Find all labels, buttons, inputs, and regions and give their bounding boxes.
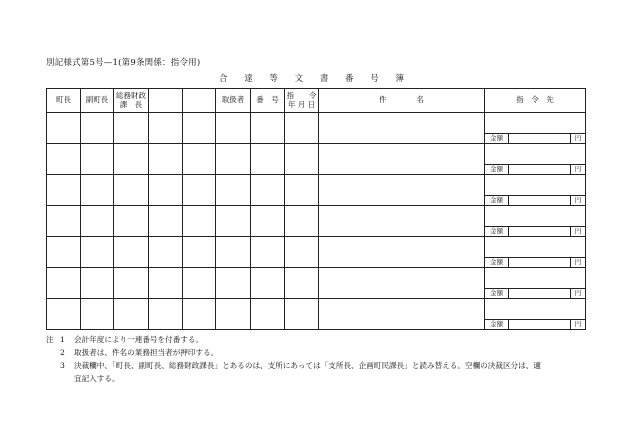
cell-subject[interactable] bbox=[319, 113, 485, 144]
cell-recipient[interactable] bbox=[485, 113, 586, 144]
cell-order-date[interactable] bbox=[285, 113, 319, 144]
amount-label: 金額 bbox=[485, 289, 509, 298]
amount-value[interactable] bbox=[509, 289, 570, 298]
cell-number[interactable] bbox=[251, 113, 285, 144]
cell-blank-1[interactable] bbox=[149, 144, 183, 175]
cell-recipient[interactable] bbox=[485, 175, 586, 206]
header-subject: 件 名 bbox=[319, 89, 485, 113]
note-1 bbox=[46, 333, 591, 346]
cell-number[interactable] bbox=[251, 175, 285, 206]
cell-subject[interactable] bbox=[319, 206, 485, 237]
notes bbox=[46, 333, 591, 385]
amount-label: 金額 bbox=[485, 227, 509, 236]
header-number: 番 号 bbox=[251, 89, 285, 113]
cell-blank-2[interactable] bbox=[183, 206, 216, 237]
amount-value[interactable] bbox=[509, 134, 570, 143]
cell-blank-1[interactable] bbox=[149, 237, 183, 268]
table-row bbox=[47, 175, 586, 206]
amount-label: 金額 bbox=[485, 320, 509, 329]
yen-label: 円 bbox=[570, 196, 585, 205]
note-3 bbox=[46, 359, 591, 372]
cell-deputy-mayor[interactable] bbox=[81, 268, 114, 299]
cell-blank-1[interactable] bbox=[149, 268, 183, 299]
note-2 bbox=[46, 346, 591, 359]
cell-subject[interactable] bbox=[319, 268, 485, 299]
cell-recipient[interactable] bbox=[485, 237, 586, 268]
amount-line bbox=[485, 226, 585, 236]
cell-deputy-mayor[interactable] bbox=[81, 144, 114, 175]
cell-subject[interactable] bbox=[319, 144, 485, 175]
cell-mayor[interactable] bbox=[47, 144, 81, 175]
cell-mayor[interactable] bbox=[47, 113, 81, 144]
amount-label: 金額 bbox=[485, 258, 509, 267]
cell-deputy-mayor[interactable] bbox=[81, 299, 114, 330]
cell-recipient[interactable] bbox=[485, 299, 586, 330]
header-order-date-line2: 年 月 日 bbox=[287, 99, 316, 109]
cell-order-date[interactable] bbox=[285, 237, 319, 268]
cell-mayor[interactable] bbox=[47, 175, 81, 206]
cell-handler[interactable] bbox=[216, 144, 251, 175]
cell-blank-1[interactable] bbox=[149, 175, 183, 206]
cell-number[interactable] bbox=[251, 206, 285, 237]
cell-mayor[interactable] bbox=[47, 206, 81, 237]
cell-finance-chief[interactable] bbox=[114, 299, 149, 330]
note-number: 1 bbox=[60, 335, 65, 344]
cell-order-date[interactable] bbox=[285, 144, 319, 175]
yen-label: 円 bbox=[570, 289, 585, 298]
amount-value[interactable] bbox=[509, 165, 570, 174]
cell-mayor[interactable] bbox=[47, 268, 81, 299]
note-number: 2 bbox=[60, 348, 65, 357]
amount-line bbox=[485, 164, 585, 174]
cell-recipient[interactable] bbox=[485, 268, 586, 299]
cell-finance-chief[interactable] bbox=[114, 268, 149, 299]
cell-blank-2[interactable] bbox=[183, 268, 216, 299]
yen-label: 円 bbox=[570, 320, 585, 329]
cell-order-date[interactable] bbox=[285, 175, 319, 206]
yen-label: 円 bbox=[570, 134, 585, 143]
note-text: 宜記入する。 bbox=[74, 374, 120, 383]
note-3-continuation bbox=[46, 372, 591, 385]
cell-recipient[interactable] bbox=[485, 144, 586, 175]
cell-number[interactable] bbox=[251, 299, 285, 330]
cell-subject[interactable] bbox=[319, 237, 485, 268]
cell-subject[interactable] bbox=[319, 175, 485, 206]
header-blank-2 bbox=[183, 89, 216, 113]
cell-finance-chief[interactable] bbox=[114, 206, 149, 237]
cell-number[interactable] bbox=[251, 237, 285, 268]
cell-blank-2[interactable] bbox=[183, 237, 216, 268]
cell-blank-1[interactable] bbox=[149, 299, 183, 330]
cell-handler[interactable] bbox=[216, 237, 251, 268]
note-text: 決裁欄中、「町長、副町長、総務財政課長」とあるのは、支所にあっては「支所長、企画町民課長」と読み替える。空欄の決裁区分は、適 bbox=[74, 361, 541, 370]
cell-mayor[interactable] bbox=[47, 237, 81, 268]
amount-line bbox=[485, 319, 585, 329]
cell-handler[interactable] bbox=[216, 175, 251, 206]
header-finance-chief-line2: 課 長 bbox=[119, 99, 143, 109]
header-handler: 取扱者 bbox=[216, 89, 251, 113]
table-row bbox=[47, 299, 586, 330]
cell-blank-2[interactable] bbox=[183, 144, 216, 175]
header-row bbox=[47, 89, 586, 113]
header-finance-chief bbox=[114, 89, 149, 113]
cell-order-date[interactable] bbox=[285, 268, 319, 299]
yen-label: 円 bbox=[570, 227, 585, 236]
cell-deputy-mayor[interactable] bbox=[81, 206, 114, 237]
cell-order-date[interactable] bbox=[285, 299, 319, 330]
cell-finance-chief[interactable] bbox=[114, 237, 149, 268]
header-order-date-line1: 指 令 bbox=[286, 90, 317, 100]
page-title: 合 達 等 文 書 番 号 簿 bbox=[219, 74, 411, 84]
table-row bbox=[47, 206, 586, 237]
cell-recipient[interactable] bbox=[485, 206, 586, 237]
amount-value[interactable] bbox=[509, 320, 570, 329]
note-text: 取扱者は、件名の業務担当者が押印する。 bbox=[74, 348, 219, 357]
cell-order-date[interactable] bbox=[285, 206, 319, 237]
cell-subject[interactable] bbox=[319, 299, 485, 330]
cell-handler[interactable] bbox=[216, 206, 251, 237]
cell-blank-1[interactable] bbox=[149, 206, 183, 237]
cell-mayor[interactable] bbox=[47, 299, 81, 330]
cell-number[interactable] bbox=[251, 268, 285, 299]
cell-finance-chief[interactable] bbox=[114, 144, 149, 175]
amount-line bbox=[485, 257, 585, 267]
note-text: 会計年度により一連番号を付番する。 bbox=[74, 335, 204, 344]
table-row bbox=[47, 237, 586, 268]
header-recipient: 指 令 先 bbox=[485, 89, 586, 113]
amount-value[interactable] bbox=[509, 258, 570, 267]
header-blank-1 bbox=[149, 89, 183, 113]
cell-blank-2[interactable] bbox=[183, 175, 216, 206]
notes-prefix: 注 bbox=[46, 335, 54, 344]
header-mayor: 町長 bbox=[47, 89, 81, 113]
amount-label: 金額 bbox=[485, 165, 509, 174]
amount-label: 金額 bbox=[485, 134, 509, 143]
cell-blank-2[interactable] bbox=[183, 113, 216, 144]
form-label: 別記様式第5号—1(第9条関係：指令用) bbox=[46, 58, 201, 68]
table-row bbox=[47, 268, 586, 299]
cell-blank-2[interactable] bbox=[183, 299, 216, 330]
header-finance-chief-line1: 総務財政 bbox=[116, 90, 146, 100]
amount-line bbox=[485, 288, 585, 298]
cell-deputy-mayor[interactable] bbox=[81, 237, 114, 268]
cell-deputy-mayor[interactable] bbox=[81, 113, 114, 144]
register-body bbox=[47, 113, 586, 330]
cell-handler[interactable] bbox=[216, 268, 251, 299]
yen-label: 円 bbox=[570, 165, 585, 174]
cell-deputy-mayor[interactable] bbox=[81, 175, 114, 206]
amount-line bbox=[485, 195, 585, 205]
amount-value[interactable] bbox=[509, 227, 570, 236]
table-row bbox=[47, 113, 586, 144]
table-row bbox=[47, 144, 586, 175]
note-number: 3 bbox=[60, 361, 65, 370]
amount-line bbox=[485, 133, 585, 143]
document-register-table bbox=[46, 88, 586, 330]
cell-blank-1[interactable] bbox=[149, 113, 183, 144]
cell-handler[interactable] bbox=[216, 299, 251, 330]
cell-finance-chief[interactable] bbox=[114, 113, 149, 144]
yen-label: 円 bbox=[570, 258, 585, 267]
amount-label: 金額 bbox=[485, 196, 509, 205]
cell-finance-chief[interactable] bbox=[114, 175, 149, 206]
cell-handler[interactable] bbox=[216, 113, 251, 144]
header-order-date bbox=[285, 89, 319, 113]
header-deputy-mayor: 副町長 bbox=[81, 89, 114, 113]
amount-value[interactable] bbox=[509, 196, 570, 205]
cell-number[interactable] bbox=[251, 144, 285, 175]
